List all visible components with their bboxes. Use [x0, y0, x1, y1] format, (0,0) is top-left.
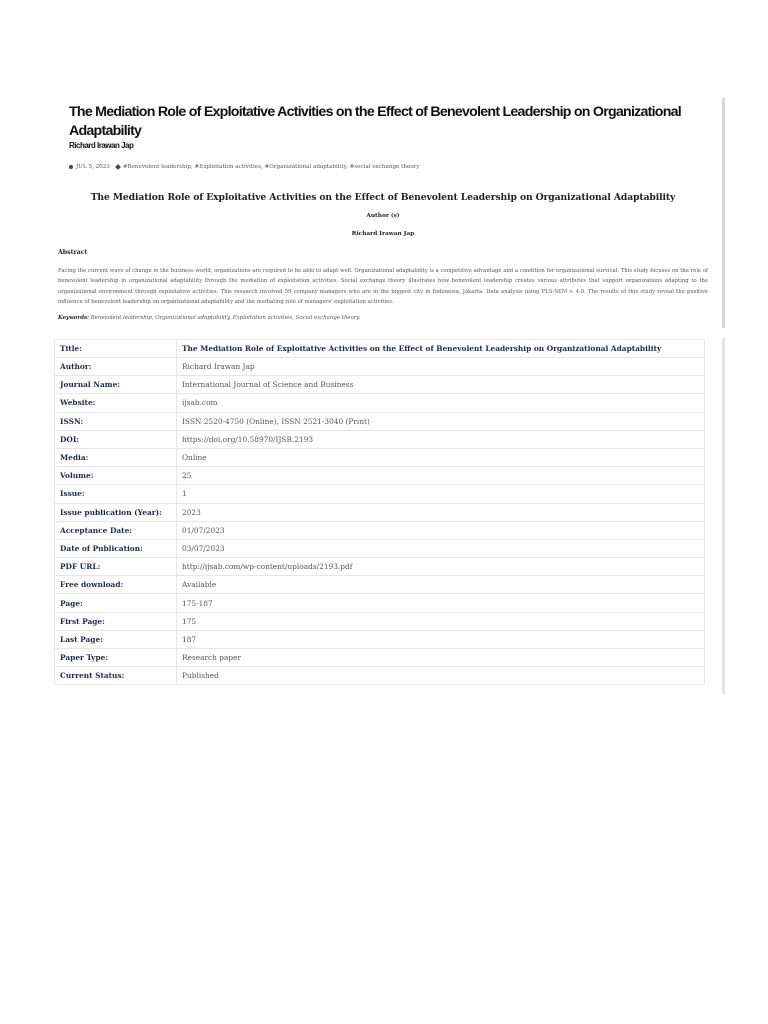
row-label: Last Page:: [55, 630, 177, 648]
row-value: International Journal of Science and Business: [177, 376, 705, 394]
row-value: 1: [177, 485, 705, 503]
abstract-heading: Abstract: [58, 249, 88, 256]
table-row: [55, 612, 705, 630]
row-label: Issue:: [55, 485, 177, 503]
clock-icon: [69, 165, 73, 169]
table-row: [55, 358, 705, 376]
table-row: [55, 448, 705, 466]
row-label: Media:: [55, 448, 177, 466]
row-label: Author:: [55, 358, 177, 376]
row-label: Title:: [55, 340, 177, 358]
row-value: ISSN 2520-4750 (Online), ISSN 2521-3040 (Print): [177, 412, 705, 430]
row-label: Acceptance Date:: [55, 521, 177, 539]
row-value: The Mediation Role of Exploitative Activities on the Effect of Benevolent Leadership on Organizational Adaptability: [177, 340, 705, 358]
table-row: [55, 576, 705, 594]
row-label: Volume:: [55, 467, 177, 485]
table-row: [55, 394, 705, 412]
row-label: ISSN:: [55, 412, 177, 430]
row-value: 03/07/2023: [177, 539, 705, 557]
row-label: PDF URL:: [55, 558, 177, 576]
row-label: Journal Name:: [55, 376, 177, 394]
table-row: [55, 630, 705, 648]
abstract-text: Facing the current wave of change in the business world, organizations are required to be able to adapt well. Organizational adaptability is a competitive advantage and a condition for organizational survival. This study focuses on the role of benevolent leadership in organizational adaptability through the mediation of exploitation activities. Social exchange theory illustrates how benevolent leadership creates various attributes that support organizations adapting to the organizational environment through exploitative activities. This research involved 59 company managers who are in the biggest city in Indonesia, Jakarta. Data analysis using PLS-SEM v. 4.0. The results of this study reveal the positive influence of benevolent leadership on organizational adaptability and the mediating role of managers' exploitation activities.: [58, 268, 708, 306]
table-row: [55, 503, 705, 521]
post-title: The Mediation Role of Exploitative Activities on the Effect of Benevolent Leadership on Organizational Adaptability: [69, 104, 681, 139]
post-date: JUL 5, 2023: [76, 164, 110, 170]
row-value[interactable]: http://ijsab.com/wp-content/uploads/2193.pdf: [177, 558, 705, 576]
table-row: [55, 667, 705, 685]
row-label: Page:: [55, 594, 177, 612]
table-row: [55, 430, 705, 448]
post-meta: [69, 164, 669, 170]
row-value: 175-187: [177, 594, 705, 612]
paper-info-table: [54, 339, 705, 685]
row-label: Current Status:: [55, 667, 177, 685]
row-value[interactable]: ijsab.com: [177, 394, 705, 412]
row-label: First Page:: [55, 612, 177, 630]
row-value: Richard Irawan Jap: [177, 358, 705, 376]
keywords-line: [58, 315, 708, 321]
row-label: Paper Type:: [55, 649, 177, 667]
scrollbar-track-top[interactable]: [722, 98, 725, 328]
table-row: [55, 649, 705, 667]
scrollbar-track-bottom[interactable]: [722, 338, 725, 694]
table-row: [55, 485, 705, 503]
table-row: [55, 539, 705, 557]
row-label: DOI:: [55, 430, 177, 448]
row-value: Research paper: [177, 649, 705, 667]
row-value: 2023: [177, 503, 705, 521]
row-value: Available: [177, 576, 705, 594]
row-value: 25: [177, 467, 705, 485]
table-row: [55, 521, 705, 539]
row-value: Published: [177, 667, 705, 685]
keywords-label: Keywords:: [58, 315, 89, 321]
tag-icon: [115, 164, 121, 170]
table-row: [55, 558, 705, 576]
row-label: Issue publication (Year):: [55, 503, 177, 521]
author-name: Richard Irawan Jap: [351, 231, 415, 237]
keywords-text: Benevolent leadership, Organizational adaptability, Exploitation activities, Social exchange theory.: [90, 315, 361, 321]
post-header: [69, 103, 699, 150]
row-value: 187: [177, 630, 705, 648]
table-row: [55, 340, 705, 358]
row-label: Website:: [55, 394, 177, 412]
row-value[interactable]: https://doi.org/10.58970/IJSB.2193: [177, 430, 705, 448]
table-row: [55, 467, 705, 485]
row-label: Date of Publication:: [55, 539, 177, 557]
post-tags[interactable]: #Benevolent leadership, #Exploitation activities, #Organizational adaptability, #social exchange theory: [122, 164, 420, 170]
row-value: Online: [177, 448, 705, 466]
article-title: The Mediation Role of Exploitative Activities on the Effect of Benevolent Leadership on Organizational Adaptability: [90, 192, 676, 203]
author-label: Author (s): [366, 213, 400, 219]
row-value: 01/07/2023: [177, 521, 705, 539]
table-row: [55, 594, 705, 612]
row-label: Free download:: [55, 576, 177, 594]
post-author[interactable]: Richard Irawan Jap: [69, 141, 134, 150]
table-row: [55, 376, 705, 394]
row-value: 175: [177, 612, 705, 630]
table-row: [55, 412, 705, 430]
